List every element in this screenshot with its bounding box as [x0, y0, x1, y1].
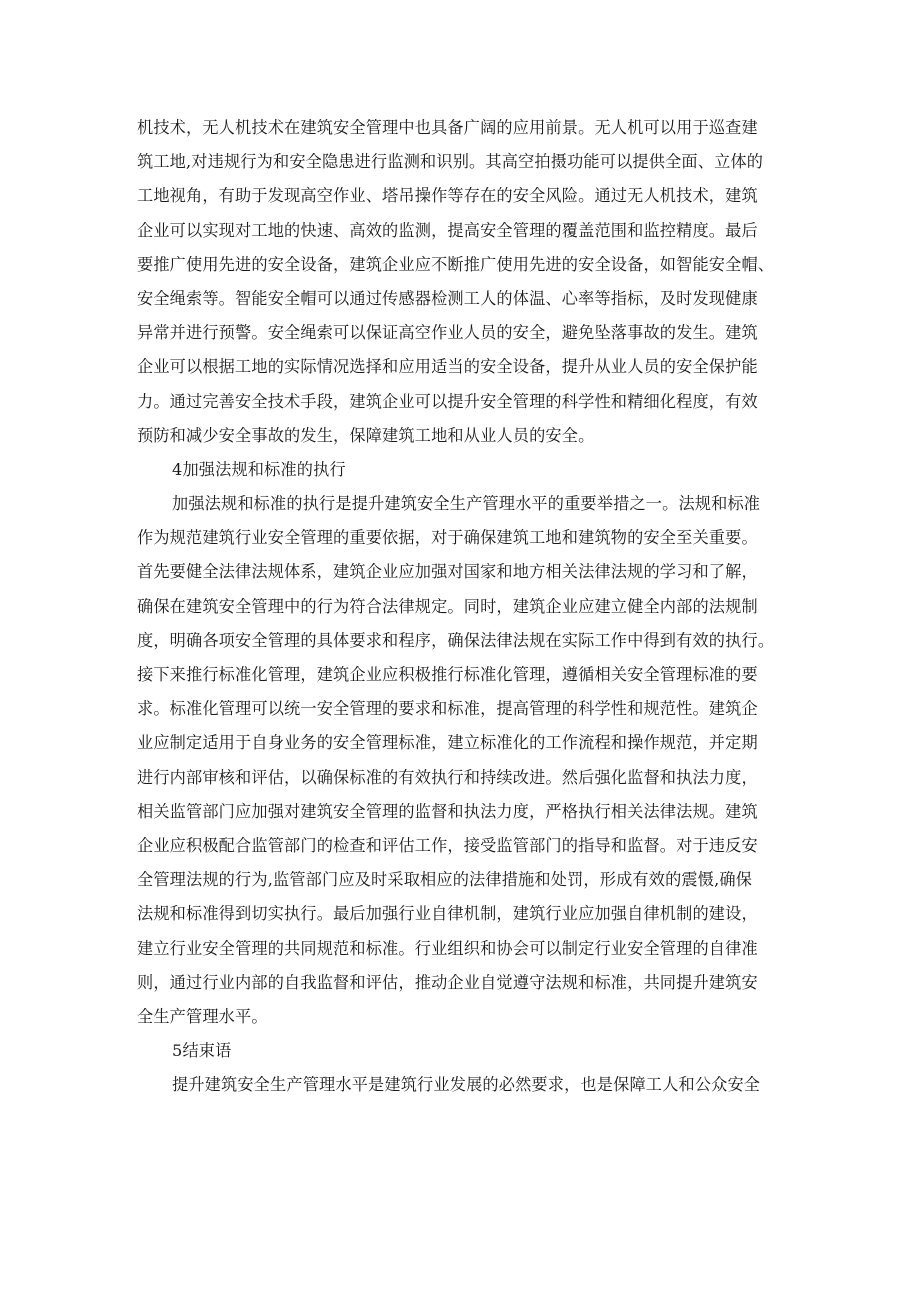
- paragraph-first-line: 加强法规和标准的执行是提升建筑安全生产管理水平的重要举措之一。法规和标准: [172, 494, 761, 514]
- document-page: [137, 111, 797, 1102]
- text-line: 工地视角，有助于发现高空作业、塔吊操作等存在的安全风险。通过无人机技术，建筑: [137, 186, 758, 206]
- text-line: 业应制定适用于自身业务的安全管理标准，建立标准化的工作流程和操作规范，并定期: [137, 733, 758, 753]
- text-line: 首先要健全法律法规体系，建筑企业应加强对国家和地方相关法律法规的学习和了解，: [137, 562, 758, 582]
- text-line: 确保在建筑安全管理中的行为符合法律规定。同时，建筑企业应建立健全内部的法规制: [137, 596, 758, 616]
- paragraph-first-line: 提升建筑安全生产管理水平是建筑行业发展的必然要求，也是保障工人和公众安全: [172, 1075, 761, 1095]
- text-line: 要推广使用先进的安全设备，建筑企业应不断推广使用先进的安全设备，如智能安全帽、: [137, 254, 775, 274]
- text-line: 法规和标准得到切实执行。最后加强行业自律机制，建筑行业应加强自律机制的建设，: [137, 904, 758, 924]
- text-line: 企业应积极配合监管部门的检查和评估工作，接受监管部门的指导和监督。对于违反安: [137, 835, 758, 855]
- text-line: 相关监管部门应加强对建筑安全管理的监督和执法力度，严格执行相关法律法规。建筑: [137, 801, 758, 821]
- text-line: 全生产管理水平。: [137, 1006, 268, 1026]
- section-heading: 4加强法规和标准的执行: [172, 459, 346, 479]
- text-line: 求。标准化管理可以统一安全管理的要求和标准，提高管理的科学性和规范性。建筑企: [137, 699, 758, 719]
- text-line: 异常并进行预警。安全绳索可以保证高空作业人员的安全，避免坠落事故的发生。建筑: [137, 323, 758, 343]
- text-line: 预防和减少安全事故的发生，保障建筑工地和从业人员的安全。: [137, 425, 595, 445]
- text-line: 机技术，无人机技术在建筑安全管理中也具备广阔的应用前景。无人机可以用于巡查建: [137, 118, 758, 137]
- text-line: 企业可以实现对工地的快速、高效的监测，提高安全管理的覆盖范围和监控精度。最后: [137, 220, 758, 240]
- text-line: 安全绳索等。智能安全帽可以通过传感器检测工人的体温、心率等指标，及时发现健康: [137, 288, 758, 308]
- text-line: 力。通过完善安全技术手段，建筑企业可以提升安全管理的科学性和精细化程度，有效: [137, 391, 758, 411]
- text-line: 全管理法规的行为,监管部门应及时采取相应的法律措施和处罚，形成有效的震慑,确保: [137, 870, 753, 890]
- text-line: 作为规范建筑行业安全管理的重要依据，对于确保建筑工地和建筑物的安全至关重要。: [137, 528, 758, 548]
- text-line: 筑工地,对违规行为和安全隐患进行监测和识别。其高空拍摄功能可以提供全面、立体的: [137, 152, 764, 172]
- text-line: 建立行业安全管理的共同规范和标准。行业组织和协会可以制定行业安全管理的自律准: [137, 938, 758, 958]
- text-line: 进行内部审核和评估，以确保标准的有效执行和持续改进。然后强化监督和执法力度，: [137, 767, 758, 787]
- text-line: 度，明确各项安全管理的具体要求和程序，确保法律法规在实际工作中得到有效的执行。: [137, 630, 775, 650]
- text-line: 接下来推行标准化管理，建筑企业应积极推行标准化管理，遵循相关安全管理标准的要: [137, 665, 758, 684]
- text-line: 企业可以根据工地的实际情况选择和应用适当的安全设备，提升从业人员的安全保护能: [137, 357, 758, 377]
- section-heading: 5结束语: [172, 1041, 232, 1061]
- text-line: 则，通过行业内部的自我监督和评估，推动企业自觉遵守法规和标准，共同提升建筑安: [137, 972, 758, 992]
